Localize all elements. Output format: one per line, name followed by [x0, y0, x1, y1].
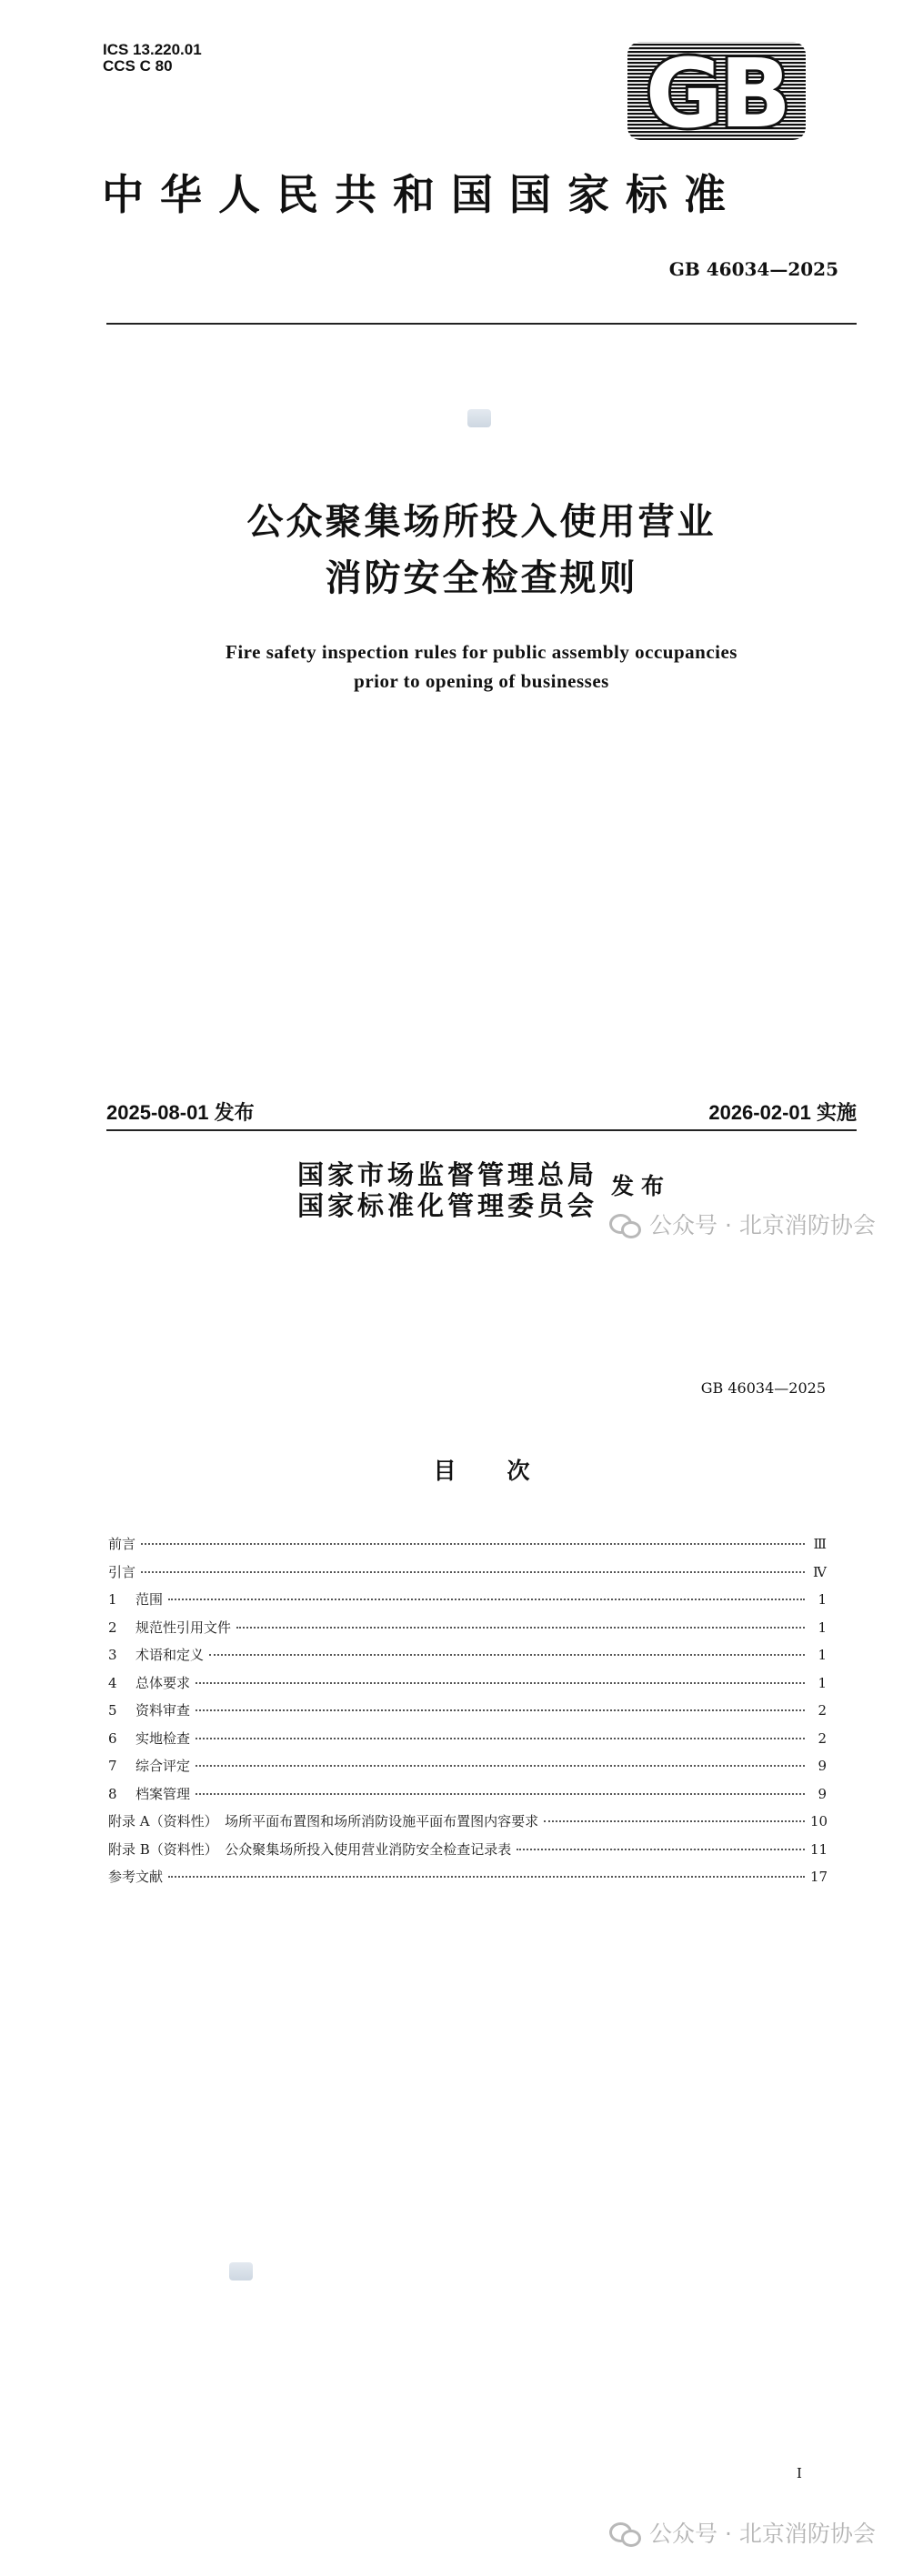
toc-entry[interactable]: [108, 1701, 827, 1729]
toc-title: 目次: [433, 1458, 581, 1484]
toc-leader-dots: [141, 1570, 805, 1573]
toc-leader-dots: [236, 1626, 805, 1629]
toc-entry[interactable]: [108, 1868, 827, 1896]
standard-category: 中华人民共和国国家标准: [102, 170, 742, 219]
table-of-contents: [108, 1535, 827, 1896]
toc-entry-page: 1: [818, 1674, 827, 1691]
toc-entry-page: Ⅳ: [813, 1563, 827, 1580]
toc-leader-dots: [517, 1848, 805, 1850]
toc-entry[interactable]: [108, 1535, 827, 1563]
toc-entry-label: 术语和定义: [135, 1647, 205, 1663]
toc-leader-dots: [544, 1819, 805, 1822]
wechat-icon: [609, 1214, 642, 1238]
toc-leader-dots: [196, 1709, 805, 1711]
toc-entry-page: 10: [810, 1813, 828, 1829]
toc-entry-label: 前言: [108, 1536, 136, 1552]
toc-leader-dots: [168, 1875, 805, 1878]
toc-standard-number: GB 46034—2025: [700, 1379, 826, 1397]
toc-entry[interactable]: [108, 1729, 827, 1758]
toc-entry[interactable]: [108, 1785, 827, 1813]
toc-entry-number: 5: [108, 1702, 117, 1719]
toc-entry-page: 1: [818, 1591, 827, 1608]
toc-entry[interactable]: [108, 1674, 827, 1702]
toc-entry[interactable]: [108, 1590, 827, 1619]
ics-code: ICS 13.220.01: [103, 41, 202, 58]
toc-entry-label: 附录 A（资料性） 场所平面布置图和场所消防设施平面布置图内容要求: [108, 1813, 539, 1829]
faint-mark: [229, 2262, 253, 2280]
title-en-line2: prior to opening of businesses: [354, 670, 609, 692]
toc-entry-label: 范围: [135, 1591, 164, 1608]
toc-entry-number: 2: [108, 1619, 117, 1636]
toc-entry-number: 1: [108, 1591, 117, 1608]
toc-leader-dots: [196, 1681, 805, 1684]
title-en-line1: Fire safety inspection rules for public assembly occupancies: [226, 641, 737, 663]
toc-entry[interactable]: [108, 1840, 827, 1869]
toc-entry-page: 2: [818, 1729, 827, 1747]
toc-entry[interactable]: [108, 1757, 827, 1785]
toc-leader-dots: [196, 1792, 805, 1795]
toc-entry-number: 6: [108, 1729, 117, 1747]
toc-entry[interactable]: [108, 1619, 827, 1647]
issuer-line2: 国家标准化管理委员会: [297, 1190, 598, 1221]
toc-entry-label: 档案管理: [135, 1785, 191, 1802]
toc-entry-page: 1: [818, 1647, 827, 1663]
toc-entry-page: 17: [810, 1869, 828, 1885]
publish-date: 2025-08-01 发布: [106, 1101, 255, 1124]
watermark-text: 公众号 · 北京消防协会: [649, 1212, 876, 1238]
toc-entry-page: 11: [810, 1840, 828, 1858]
gb-logo-text: GB: [645, 40, 788, 142]
toc-entry[interactable]: [108, 1563, 827, 1591]
watermark-text: 公众号 · 北京消防协会: [649, 2521, 876, 2547]
toc-entry-label: 引言: [108, 1563, 136, 1580]
toc-entry-number: 4: [108, 1674, 117, 1691]
toc-leader-dots: [141, 1542, 805, 1545]
title-zh-line2: 消防安全检查规则: [325, 557, 638, 599]
ccs-code: CCS C 80: [103, 57, 173, 75]
date-divider: [106, 1129, 857, 1131]
toc-entry-label: 实地检查: [135, 1729, 191, 1747]
issue-label: 发布: [611, 1173, 672, 1199]
page-number: I: [797, 2465, 802, 2481]
gb-logo: [626, 40, 808, 142]
faint-mark: [467, 409, 491, 427]
toc-leader-dots: [196, 1737, 805, 1739]
toc-entry-page: 9: [818, 1758, 827, 1774]
watermark: [609, 2521, 876, 2548]
toc-entry-number: 7: [108, 1758, 117, 1774]
toc-entry-page: 9: [818, 1785, 827, 1802]
header-divider: [106, 323, 857, 325]
toc-entry-page: 2: [818, 1702, 827, 1719]
toc-entry-label: 附录 B（资料性） 公众聚集场所投入使用营业消防安全检查记录表: [108, 1840, 512, 1858]
implement-date: 2026-02-01 实施: [708, 1101, 857, 1124]
toc-entry-label: 综合评定: [135, 1758, 191, 1774]
toc-entry[interactable]: [108, 1646, 827, 1674]
toc-entry-page: Ⅲ: [813, 1536, 827, 1552]
toc-entry-label: 规范性引用文件: [135, 1619, 232, 1636]
toc-entry-page: 1: [818, 1619, 827, 1636]
toc-entry-label: 资料审查: [135, 1702, 191, 1719]
toc-entry-label: 总体要求: [135, 1674, 191, 1691]
toc-entry[interactable]: [108, 1812, 827, 1840]
toc-leader-dots: [168, 1598, 805, 1600]
toc-leader-dots: [209, 1653, 805, 1656]
toc-entry-label: 参考文献: [108, 1869, 164, 1885]
watermark: [609, 1212, 876, 1239]
title-zh-line1: 公众聚集场所投入使用营业: [246, 501, 717, 543]
toc-leader-dots: [196, 1764, 805, 1767]
issuer-line1: 国家市场监督管理总局: [297, 1159, 598, 1190]
standard-number: GB 46034—2025: [668, 258, 838, 280]
toc-entry-number: 8: [108, 1785, 117, 1802]
wechat-icon: [609, 2522, 642, 2546]
toc-entry-number: 3: [108, 1647, 117, 1663]
